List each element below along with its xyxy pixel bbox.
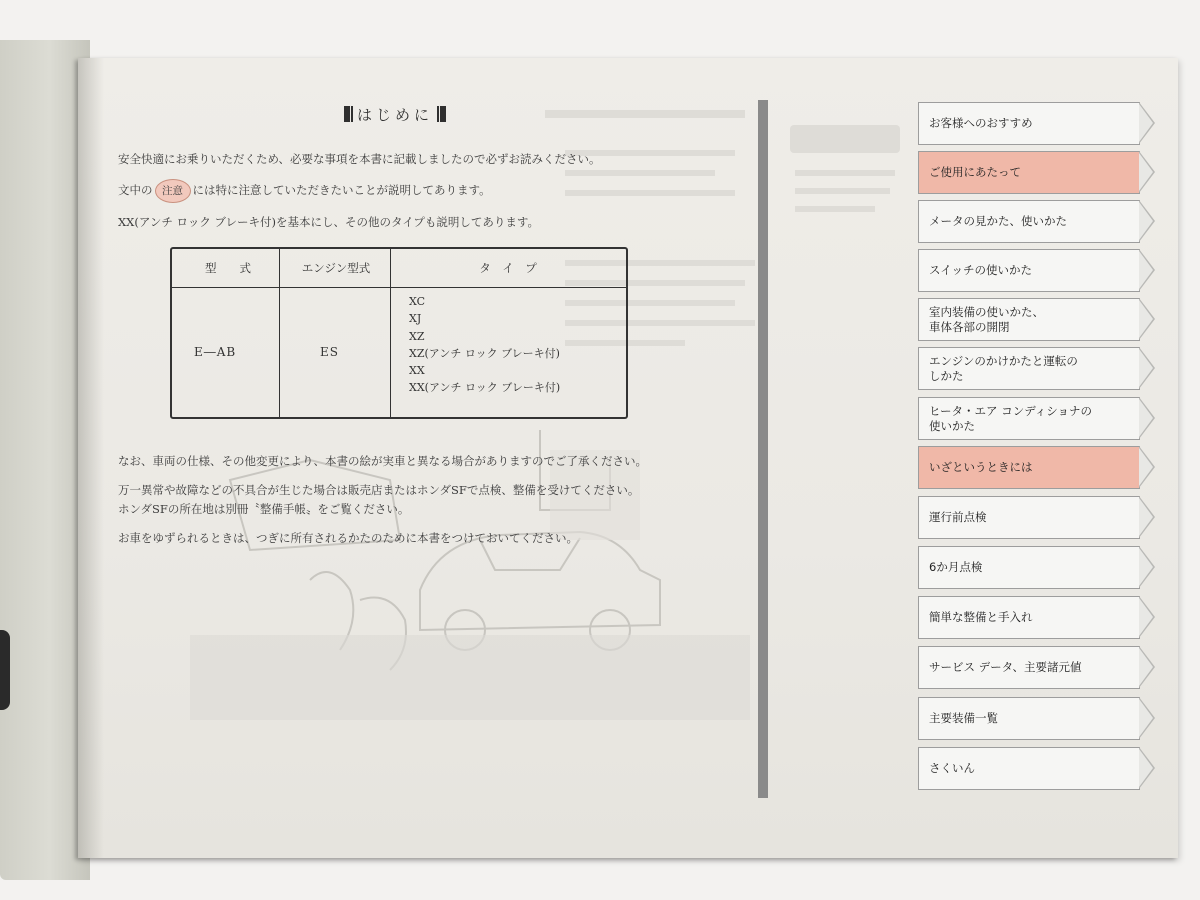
tab-meters[interactable]: [918, 200, 1140, 243]
tab-heater-aircon[interactable]: [918, 397, 1140, 440]
page-title: [340, 104, 450, 125]
tab-label: さくいん: [929, 761, 975, 775]
tab-emergency[interactable]: [918, 446, 1140, 489]
intro-line-2-prefix: 文中の: [118, 183, 153, 197]
note-3: ホンダSFの所在地は別冊〝整備手帳〟をご覧ください。: [118, 502, 410, 516]
booklet-cover-edge: [0, 40, 90, 880]
tab-customer-recommendation[interactable]: [918, 102, 1140, 145]
tab-label: スイッチの使いかた: [929, 263, 1033, 277]
tab-6month-check[interactable]: [918, 546, 1140, 589]
tab-maintenance[interactable]: [918, 596, 1140, 639]
header-type: タ イ プ: [479, 261, 537, 275]
type-item: XZ: [409, 329, 425, 343]
engine-value: ES: [320, 345, 339, 359]
page-title-text: はじめに: [357, 106, 434, 124]
tab-before-use[interactable]: [918, 151, 1140, 194]
intro-line-2: [118, 179, 491, 203]
spec-table-divider: [279, 249, 280, 417]
tab-equipment-list[interactable]: [918, 697, 1140, 740]
type-item: XX(アンチ ロック ブレーキ付): [409, 381, 561, 395]
tab-label: ヒータ・エア コンディショナの 使いかた: [929, 403, 1093, 433]
note-1: なお、車両の仕様、その他変更により、本書の絵が実車と異なる場合がありますのでご了承ください。: [118, 454, 647, 468]
tab-index[interactable]: [918, 747, 1140, 790]
tab-interior[interactable]: [918, 298, 1140, 341]
bleed-through-title: [790, 100, 905, 220]
tab-service-data[interactable]: [918, 646, 1140, 689]
type-item: XX: [409, 364, 425, 378]
header-engine: エンジン型式: [301, 261, 371, 275]
tab-label: メータの見かた、使いかた: [929, 214, 1067, 228]
tab-engine-driving[interactable]: [918, 347, 1140, 390]
section-divider-bar: [758, 100, 768, 798]
tab-pre-drive-check[interactable]: [918, 496, 1140, 539]
caution-mark-icon: 注意: [155, 179, 191, 203]
type-item: XC: [409, 295, 426, 308]
cover-corner: [0, 630, 10, 710]
intro-line-1: 安全快適にお乗りいただくため、必要な事項を本書に記載しましたので必ずお読みください。: [118, 152, 601, 166]
tab-label: お客様へのおすすめ: [929, 116, 1033, 130]
type-list: [409, 293, 560, 397]
header-model: 型 式: [205, 261, 251, 275]
note-2: 万一異常や故障などの不具合が生じた場合は販売店またはホンダSFで点検、整備を受けてください。: [118, 483, 640, 497]
tab-label: 6か月点検: [929, 560, 983, 574]
type-item: XJ: [409, 312, 422, 326]
tab-label: 簡単な整備と手入れ: [929, 610, 1033, 624]
model-value: E―AB: [194, 345, 237, 359]
intro-line-3: XX(アンチ ロック ブレーキ付)を基本にし、その他のタイプも説明してあります。: [118, 215, 540, 229]
tab-switches[interactable]: [918, 249, 1140, 292]
tab-label: エンジンのかけかたと運転の しかた: [929, 353, 1078, 383]
intro-line-2-suffix: には特に注意していただきたいことが説明してあります。: [192, 183, 491, 197]
type-item: XZ(アンチ ロック ブレーキ付): [409, 346, 560, 360]
tab-label: サービス データ、主要諸元値: [929, 660, 1082, 674]
tab-label: いざというときには: [929, 460, 1033, 474]
page-gutter-shadow: [78, 58, 104, 858]
spec-table: [170, 247, 628, 419]
tab-label: ご使用にあたって: [929, 165, 1021, 179]
spec-table-divider: [390, 249, 391, 417]
tab-label: 主要装備一覧: [929, 711, 998, 725]
tab-label: 運行前点検: [929, 510, 987, 524]
tab-label: 室内装備の使いかた、 車体各部の開閉: [929, 304, 1044, 334]
note-4: お車をゆずられるときは、つぎに所有されるかたのために本書をつけておいてください。: [118, 531, 578, 545]
